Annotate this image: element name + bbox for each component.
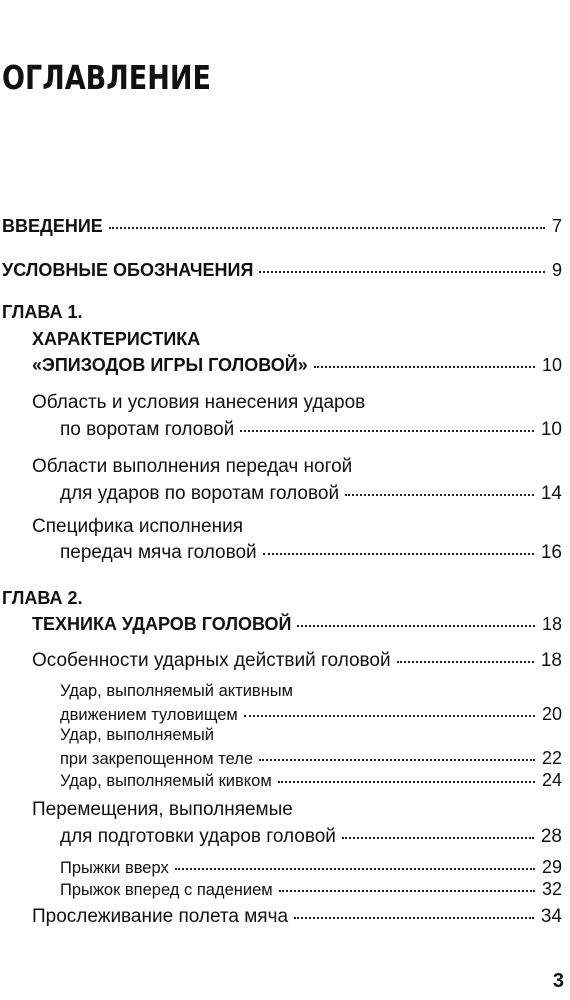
toc-entry-page: 32 bbox=[541, 879, 562, 899]
toc-entry-title: Прослеживание полета мяча bbox=[32, 906, 289, 927]
leader-dots bbox=[345, 493, 534, 496]
toc-entry-page: 29 bbox=[541, 857, 562, 877]
toc-entry[interactable] bbox=[32, 356, 562, 374]
toc-entry[interactable] bbox=[32, 615, 562, 633]
toc-entry[interactable] bbox=[60, 484, 562, 503]
toc-entry-title: Удар, выполняемый кивком bbox=[60, 772, 272, 790]
toc-entry-page: 7 bbox=[551, 216, 562, 236]
toc-entry-page: 18 bbox=[541, 614, 562, 634]
leader-dots bbox=[240, 429, 534, 432]
leader-dots bbox=[109, 226, 545, 229]
toc-entry-title: Прыжки вверх bbox=[60, 859, 169, 877]
toc-entry[interactable] bbox=[60, 771, 562, 790]
toc-entry-line: Перемещения, выполняемые bbox=[32, 799, 293, 820]
toc-entry[interactable] bbox=[32, 907, 562, 926]
toc-entry[interactable] bbox=[60, 880, 562, 899]
leader-dots bbox=[314, 365, 535, 368]
leader-dots bbox=[278, 780, 535, 783]
toc-entry-line: Область и условия нанесения ударов bbox=[32, 392, 366, 413]
page-title: ОГЛАВЛЕНИЕ bbox=[2, 58, 212, 97]
toc-entry-title: ТЕХНИКА УДАРОВ ГОЛОВОЙ bbox=[32, 614, 292, 634]
toc-entry[interactable] bbox=[2, 261, 562, 279]
toc-entry-title: ВВЕДЕНИЕ bbox=[2, 216, 103, 236]
toc-entry-title: для ударов по воротам головой bbox=[60, 483, 340, 504]
chapter-title-line: ХАРАКТЕРИСТИКА bbox=[32, 329, 201, 349]
leader-dots bbox=[244, 714, 535, 717]
toc-entry-title: движением туловищем bbox=[60, 706, 238, 724]
leader-dots bbox=[259, 758, 535, 761]
toc-entry[interactable] bbox=[60, 827, 562, 846]
leader-dots bbox=[342, 836, 534, 839]
toc-entry-page: 10 bbox=[541, 355, 562, 375]
toc-entry-title: для подготовки ударов головой bbox=[60, 826, 336, 847]
toc-entry[interactable] bbox=[60, 543, 562, 562]
toc-entry[interactable] bbox=[60, 705, 562, 724]
toc-entry-title: Особенности ударных действий головой bbox=[32, 650, 391, 671]
leader-dots bbox=[263, 552, 534, 555]
toc-entry-page: 34 bbox=[540, 906, 562, 927]
leader-dots bbox=[294, 916, 534, 919]
toc-entry[interactable] bbox=[2, 217, 562, 235]
toc-entry-title: по воротам головой bbox=[60, 419, 235, 440]
chapter-label: ГЛАВА 2. bbox=[2, 588, 83, 608]
toc-entry-title: при закрепощенном теле bbox=[60, 750, 254, 768]
leader-dots bbox=[297, 624, 535, 627]
toc-entry[interactable] bbox=[32, 651, 562, 670]
toc-entry-page: 9 bbox=[551, 260, 562, 280]
leader-dots bbox=[397, 660, 534, 663]
leader-dots bbox=[279, 889, 535, 892]
toc-entry-line: Области выполнения передач ногой bbox=[32, 456, 353, 477]
leader-dots bbox=[259, 270, 545, 273]
toc-entry-page: 24 bbox=[541, 770, 562, 790]
toc-entry[interactable] bbox=[60, 420, 562, 439]
toc-entry-line: Удар, выполняемый bbox=[60, 726, 214, 744]
chapter-label: ГЛАВА 1. bbox=[2, 302, 83, 322]
toc-entry-title: «ЭПИЗОДОВ ИГРЫ ГОЛОВОЙ» bbox=[32, 355, 308, 375]
toc-entry-page: 20 bbox=[541, 704, 562, 724]
toc-entry[interactable] bbox=[60, 749, 562, 768]
toc-entry-line: Удар, выполняемый активным bbox=[60, 682, 294, 700]
toc-entry-page: 22 bbox=[541, 748, 562, 768]
leader-dots bbox=[175, 867, 535, 870]
page-number: 3 bbox=[552, 970, 564, 992]
toc-entry-page: 28 bbox=[540, 826, 562, 847]
toc-entry-page: 16 bbox=[540, 542, 562, 563]
toc-entry-title: передач мяча головой bbox=[60, 542, 257, 563]
toc-entry-line: Специфика исполнения bbox=[32, 516, 243, 537]
toc-entry-page: 10 bbox=[540, 419, 562, 440]
toc-entry-page: 14 bbox=[540, 483, 562, 504]
toc-entry-page: 18 bbox=[540, 650, 562, 671]
toc-entry-title: УСЛОВНЫЕ ОБОЗНАЧЕНИЯ bbox=[2, 260, 254, 280]
toc-entry[interactable] bbox=[60, 858, 562, 877]
toc-entry-title: Прыжок вперед с падением bbox=[60, 881, 273, 899]
